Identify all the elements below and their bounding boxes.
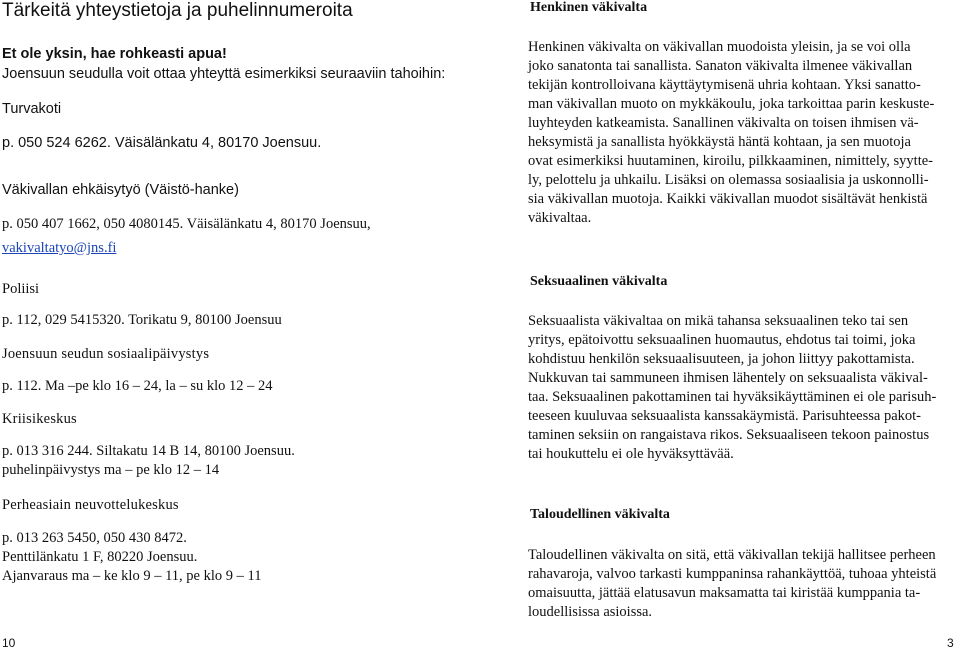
contact-perhe-info-3: Ajanvaraus ma – ke klo 9 – 11, pe klo 9 – 11 <box>2 568 262 584</box>
contact-vaisto-info: p. 050 407 1662, 050 4080145. Väisälänkatu 4, 80170 Joensuu, <box>2 216 371 232</box>
contact-poliisi-info: p. 112, 029 5415320. Torikatu 9, 80100 Joensuu <box>2 312 282 328</box>
paragraph-line: ovat esimerkiksi huutaminen, kiroilu, pilkkaaminen, nimittely, syytte- <box>528 153 933 169</box>
contact-kriisi-name: Kriisikeskus <box>2 411 77 427</box>
paragraph-line: joko sanatonta tai sanallista. Sanaton väkivalta ilmenee väkivallan <box>528 58 913 74</box>
paragraph-line: ly, pelottelu ja uhkailu. Lisäksi on olemassa sosiaalisia ja uskonnolli- <box>528 172 929 188</box>
paragraph-line: Nukkuvan tai sammuneen ihmisen lähentely on seksuaalista väkival- <box>528 370 928 386</box>
paragraph-line: kohdistuu henkilön seksuaalisuuteen, ja johon liittyy pakottamista. <box>528 351 915 367</box>
contact-vaisto-name: Väkivallan ehkäisytyö (Väistö-hanke) <box>2 182 239 198</box>
paragraph-line: teeseen kuuluvaa seksuaalista kanssakäymistä. Parisuhteessa pakot- <box>528 408 921 424</box>
paragraph-line: sia väkivallan muotoja. Kaikki väkivallan muodot sisältävät henkistä <box>528 191 928 207</box>
paragraph-line: Taloudellinen väkivalta on sitä, että väkivallan tekijä hallitsee perheen <box>528 547 936 563</box>
page-title: Tärkeitä yhteystietoja ja puhelinnumeroita <box>2 0 353 21</box>
contact-turvakoti-info: p. 050 524 6262. Väisälänkatu 4, 80170 Joensuu. <box>2 135 322 151</box>
paragraph-line: Henkinen väkivalta on väkivallan muodoista yleisin, ja se voi olla <box>528 39 911 55</box>
paragraph-line: väkivaltaa. <box>528 210 592 226</box>
paragraph-line: loudellisissa asioissa. <box>528 604 653 620</box>
paragraph-line: omaisuutta, jättää elatusavun maksamatta tai kiristää kumppania ta- <box>528 585 921 601</box>
paragraph-line: yritys, epätoivottu seksuaalinen huomautus, ehdotus tai toimi, joka <box>528 332 916 348</box>
contact-poliisi-name: Poliisi <box>2 281 40 297</box>
paragraph-seksuaalinen <box>528 312 960 464</box>
contact-turvakoti-name: Turvakoti <box>2 101 62 117</box>
heading-henkinen: Henkinen väkivalta <box>530 0 648 15</box>
left-page-number: 10 <box>2 636 16 650</box>
contact-kriisi-info-1: p. 013 316 244. Siltakatu 14 B 14, 80100 Joensuu. <box>2 443 295 459</box>
contact-kriisi-info-2: puhelinpäivystys ma – pe klo 12 – 14 <box>2 462 220 478</box>
heading-taloudellinen: Taloudellinen väkivalta <box>530 507 670 522</box>
paragraph-line: Seksuaalista väkivaltaa on mikä tahansa seksuaalinen teko tai sen <box>528 313 909 329</box>
paragraph-henkinen <box>528 38 960 228</box>
contact-sosiaali-info: p. 112. Ma –pe klo 16 – 24, la – su klo 12 – 24 <box>2 378 273 394</box>
paragraph-line: tekijän kontrolloivana käyttäytymisenä uhria kohtaan. Yksi sanatto- <box>528 77 921 93</box>
paragraph-taloudellinen <box>528 546 960 622</box>
intro-bold: Et ole yksin, hae rohkeasti apua! <box>2 46 227 62</box>
paragraph-line: rahavaroja, valvoo tarkasti kumppaninsa rahankäyttöä, tuhoaa yhteistä <box>528 566 937 582</box>
intro-line: Joensuun seudulla voit ottaa yhteyttä esimerkiksi seuraaviin tahoihin: <box>2 66 446 82</box>
paragraph-line: heksymistä ja sanallista hyökkäystä häntä kohtaan, ja sen muotoja <box>528 134 911 150</box>
contact-perhe-name: Perheasiain neuvottelukeskus <box>2 497 179 513</box>
heading-seksuaalinen: Seksuaalinen väkivalta <box>530 274 668 289</box>
right-page-number: 3 <box>947 636 954 650</box>
paragraph-line: tai houkuttelu ei ole hyväksyttävää. <box>528 446 734 462</box>
contact-perhe-info-1: p. 013 263 5450, 050 430 8472. <box>2 530 187 546</box>
contact-sosiaali-name: Joensuun seudun sosiaalipäivystys <box>2 346 210 362</box>
contact-perhe-info-2: Penttilänkatu 1 F, 80220 Joensuu. <box>2 549 198 565</box>
vaisto-email-link[interactable]: vakivaltatyo@jns.fi <box>2 240 117 256</box>
paragraph-line: taa. Seksuaalinen pakottaminen tai hyväksikäyttäminen ei ole parisuh- <box>528 389 937 405</box>
paragraph-line: taminen seksiin on rangaistava rikos. Seksuaaliseen tekoon painostus <box>528 427 930 443</box>
paragraph-line: man väkivallan muoto on mykkäkoulu, joka tarkoittaa parin keskuste- <box>528 96 935 112</box>
paragraph-line: luyhteyden katkeamista. Sanallinen väkivalta on toisen ihmisen vä- <box>528 115 919 131</box>
